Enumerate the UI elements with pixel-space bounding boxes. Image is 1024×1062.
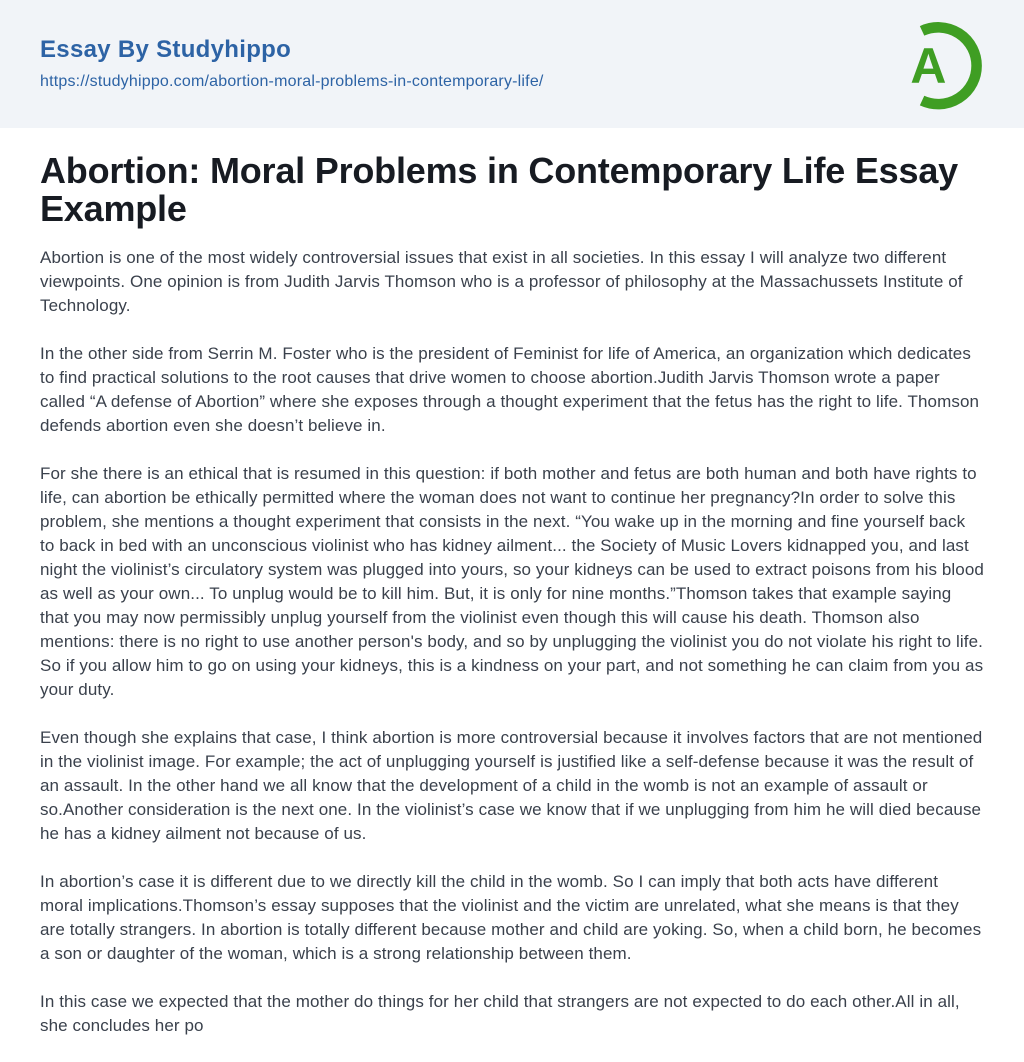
essay-paragraph-6: In this case we expected that the mother do things for her child that strangers are not expected to do each other.All in all, she concludes her po (40, 992, 960, 1035)
essay-body (40, 246, 984, 1038)
essay-article (0, 128, 1024, 1038)
essay-paragraph-4: Even though she explains that case, I think abortion is more controversial because it involves factors that are not mentioned in the violinist image. For example; the act of unplugging yourself is justified like a self-defense because it was the result of an assault. In the other hand we all know that the development of a child in the womb is not an example of assault or so.Another consideration is the next one. In the violinist’s case we know that if we unplugging from him he will died because he has a kidney ailment not because of us. (40, 728, 983, 843)
brand-block (40, 38, 544, 90)
studyhippo-logo (890, 14, 986, 114)
essay-title: Abortion: Moral Problems in Contemporary Life Essay Example (40, 150, 958, 229)
site-header (0, 0, 1024, 128)
essay-paragraph-5: In abortion’s case it is different due to we directly kill the child in the womb. So I can imply that both acts have different moral implications.Thomson’s essay supposes that the violinist and the victim are unrelated, what she means is that they are totally strangers. In abortion is totally different because mother and child are yoking. So, when a child born, he becomes a son or daughter of the woman, which is a strong relationship between them. (40, 872, 982, 963)
essay-paragraph-3: For she there is an ethical that is resumed in this question: if both mother and fetus are both human and both have rights to life, can abortion be ethically permitted where the woman does not want to continue her pregnancy?In order to solve this problem, she mentions a thought experiment that consists in the next. “You wake up in the morning and fine yourself back to back in bed with an unconscious violinist who has kidney ailment... the Society of Music Lovers kidnapped you, and last night the violinist’s circulatory system was plugged into yours, so your kidneys can be used to extract poisons from his blood as well as your own... To unplug would be to kill him. But, it is only for nine months.”Thomson takes that example saying that you may now permissibly unplug yourself from the violinist even though this will cause his death. Thomson also mentions: there is no right to use another person's body, and so by unplugging the violinist you do not violate his right to life. So if you allow him to go on using your kidneys, this is a kindness on your part, and not something he can claim from you as your duty. (40, 464, 984, 699)
logo-letter: A (910, 38, 947, 95)
brand-title: Essay By Studyhippo (40, 36, 292, 63)
logo-arc-icon (890, 14, 986, 114)
essay-paragraph-2: In the other side from Serrin M. Foster who is the president of Feminist for life of America, an organization which dedicates to find practical solutions to the root causes that drive women to choose abortion.Judith Jarvis Thomson wrote a paper called “A defense of Abortion” where she exposes through a thought experiment that the fetus has the right to life. Thomson defends abortion even she doesn’t believe in. (40, 344, 980, 435)
source-url-link[interactable]: https://studyhippo.com/abortion-moral-problems-in-contemporary-life/ (40, 73, 544, 90)
essay-paragraph-1: Abortion is one of the most widely controversial issues that exist in all societies. In this essay I will analyze two different viewpoints. One opinion is from Judith Jarvis Thomson who is a professor of philosophy at the Massachussets Institute of Technology. (40, 248, 963, 315)
